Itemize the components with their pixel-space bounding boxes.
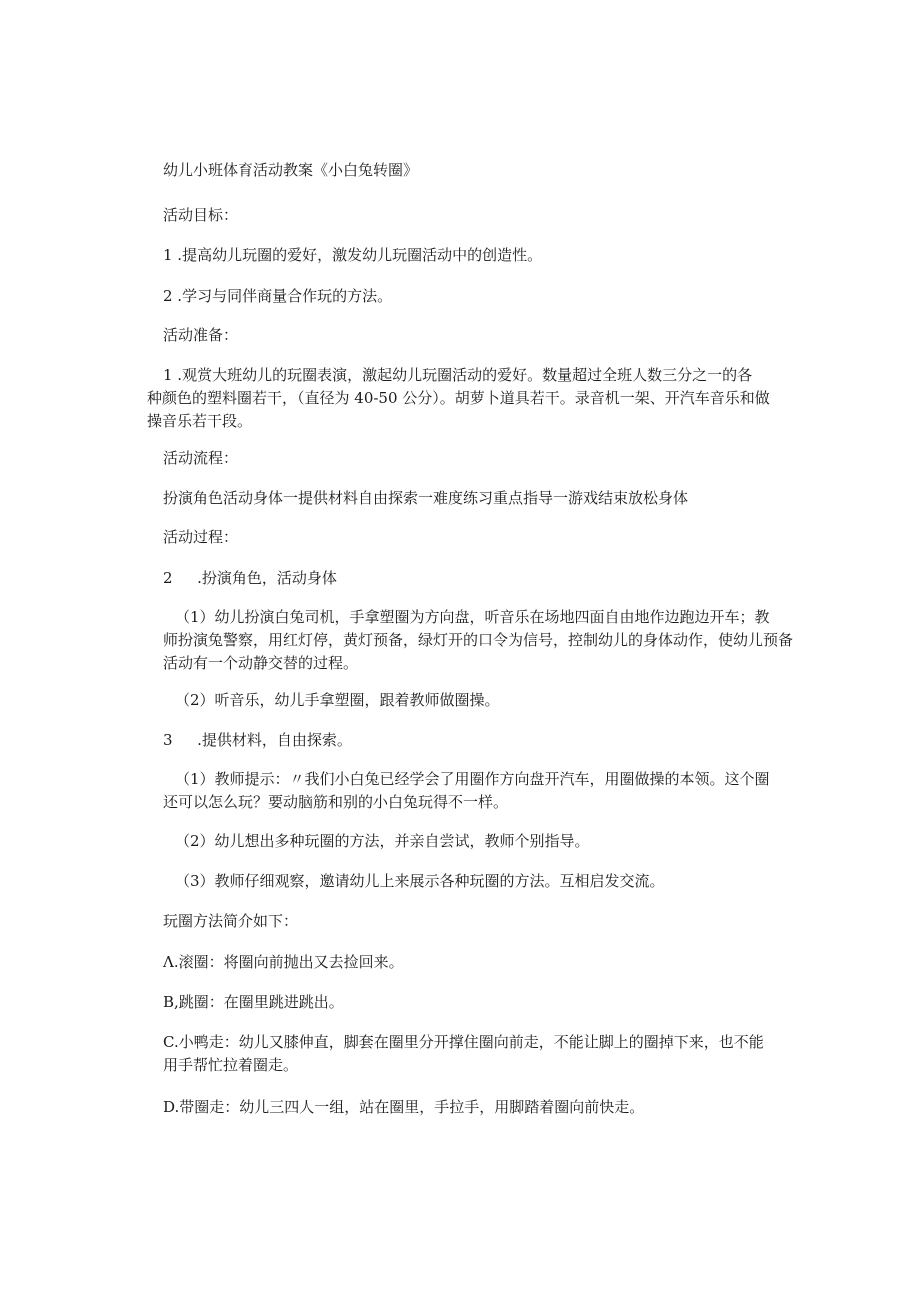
method-c-line-1: C.小鸭走：幼儿又膝伸直，脚套在圈里分开撑住圈向前走，不能让脚上的圈掉下来，也不能 — [163, 1033, 764, 1051]
process-heading: 活动过程： — [163, 528, 239, 546]
s3-item-1-line-1: （1）教师提示：〃我们小白兔已经学会了用圈作方向盘开汽车，用圈做操的本领。这个圈 — [175, 770, 770, 788]
section-3-item-1 — [163, 768, 788, 814]
method-b: B,跳圈：在圈里跳进跳出。 — [163, 993, 344, 1011]
prep-1-line-3: 操音乐若干段。 — [147, 412, 253, 430]
section-3-heading: 3 .提供材料，自由探索。 — [163, 731, 352, 749]
prep-1-line-1: 1 .观赏大班幼儿的玩圈表演，激起幼儿玩圈活动的爱好。数量超过全班人数三分之一的各 — [163, 366, 753, 384]
section-3-item-3: （3）教师仔细观察，邀请幼儿上来展示各种玩圈的方法。互相启发交流。 — [175, 872, 665, 890]
section-2-item-2: （2）听音乐，幼儿手拿塑圈，跟着教师做圈操。 — [175, 691, 500, 709]
method-c — [163, 1031, 788, 1077]
goal-2: 2 .学习与同伴商量合作玩的方法。 — [163, 287, 393, 305]
s3-item-1-line-2: 还可以怎么玩？要动脑筋和别的小白兔玩得不一样。 — [163, 793, 509, 811]
section-3-item-2: （2）幼儿想出多种玩圈的方法，并亲自尝试，教师个别指导。 — [175, 832, 590, 850]
section-2-item-1 — [163, 606, 794, 675]
flow-heading: 活动流程： — [163, 449, 239, 467]
flow-text: 扮演角色活动身体一提供材料自由探索一难度练习重点指导一游戏结束放松身体 — [163, 489, 689, 507]
document-title: 幼儿小班体育活动教案《小白兔转圈》 — [163, 161, 419, 179]
method-d: D.带圈走：幼儿三四人一组，站在圈里，手拉手，用脚踏着圈向前快走。 — [163, 1098, 645, 1116]
goal-1: 1 .提高幼儿玩圈的爱好，激发幼儿玩圈活动中的创造性。 — [163, 246, 543, 264]
section-2-heading: 2 .扮演角色，活动身体 — [163, 569, 337, 587]
prep-1-paragraph — [147, 364, 788, 433]
prep-1-line-2: 种颜色的塑料圈若干，（直径为 40-50 公分）。胡萝卜道具若干。录音机一架、开汽车音乐和做 — [147, 389, 770, 407]
method-a: Λ.滚圈：将圈向前抛出又去捡回来。 — [163, 953, 404, 971]
goals-heading: 活动目标： — [163, 206, 239, 224]
s2-item-1-line-1: （1）幼儿扮演白兔司机，手拿塑圈为方向盘，听音乐在场地四面自由地作边跑边开车；教 — [175, 608, 770, 626]
methods-heading: 玩圈方法简介如下： — [163, 912, 299, 930]
s2-item-1-line-3: 活动有一个动静交替的过程。 — [163, 654, 359, 672]
prep-heading: 活动准备： — [163, 326, 239, 344]
s2-item-1-line-2: 师扮演兔警察，用红灯停，黄灯预备，绿灯开的口令为信号，控制幼儿的身体动作，使幼儿预备 — [163, 631, 794, 649]
method-c-line-2: 用手帮忙拉着圈走。 — [163, 1056, 299, 1074]
